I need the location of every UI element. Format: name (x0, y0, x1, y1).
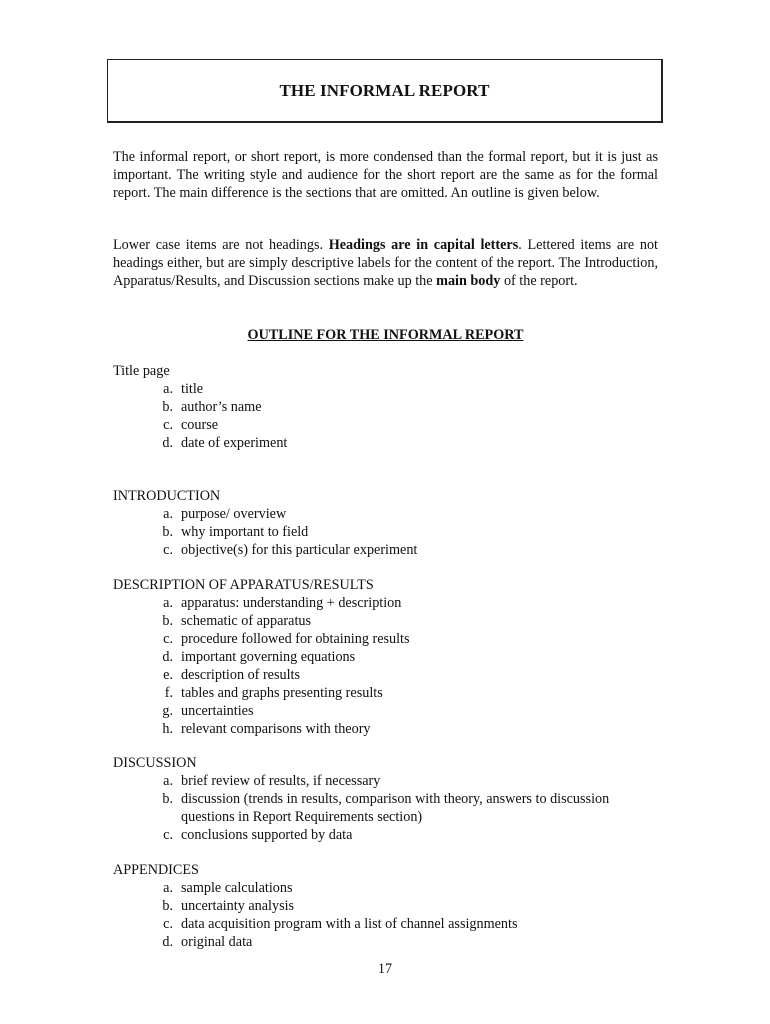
list-item (113, 594, 673, 612)
item-letter: c. (163, 631, 173, 647)
list-item (113, 505, 673, 523)
list-item (113, 915, 673, 933)
item-letter: a. (163, 773, 173, 789)
item-letter: g. (162, 703, 173, 719)
item-letter: b. (162, 399, 173, 415)
note-bold-main-body: main body (436, 273, 501, 289)
item-letter: a. (163, 506, 173, 522)
section-items (113, 594, 673, 738)
item-letter: b. (162, 898, 173, 914)
outline-title: OUTLINE FOR THE INFORMAL REPORT (247, 327, 524, 343)
item-text: course (181, 417, 219, 433)
note-text-1: Lower case items are not headings. (113, 237, 329, 253)
list-item (113, 897, 673, 915)
item-text: date of experiment (181, 435, 288, 451)
item-letter: b. (162, 613, 173, 629)
item-letter: h. (162, 721, 173, 737)
page-number: 17 (377, 961, 393, 977)
item-text: uncertainties (181, 703, 254, 719)
item-text: apparatus: understanding + description (181, 595, 402, 611)
item-text: author’s name (181, 399, 262, 415)
item-letter: a. (163, 595, 173, 611)
list-item (113, 523, 673, 541)
list-item (113, 648, 673, 666)
list-item (113, 398, 673, 416)
item-letter: e. (163, 667, 173, 683)
item-text: tables and graphs presenting results (181, 685, 383, 701)
item-text: why important to field (181, 524, 309, 540)
item-text: original data (181, 934, 253, 950)
section-heading: DESCRIPTION OF APPARATUS/RESULTS (113, 577, 374, 593)
section-heading: APPENDICES (113, 862, 199, 878)
item-text: purpose/ overview (181, 506, 287, 522)
headings-note-paragraph (113, 236, 658, 290)
section-heading: INTRODUCTION (113, 488, 221, 504)
section-items (113, 772, 673, 844)
list-item (113, 434, 673, 452)
item-text: relevant comparisons with theory (181, 721, 371, 737)
list-item (113, 879, 673, 897)
item-letter: a. (163, 880, 173, 896)
item-letter: d. (162, 649, 173, 665)
list-item (113, 772, 673, 790)
note-text-3: of the report. (500, 273, 578, 289)
list-item (113, 790, 673, 826)
list-item (113, 684, 673, 702)
item-letter: b. (162, 524, 173, 540)
section-items (113, 380, 673, 452)
outline-section-apparatus-results (113, 576, 673, 738)
title-box (107, 59, 663, 123)
list-item (113, 666, 673, 684)
list-item (113, 720, 673, 738)
outline-section-discussion (113, 754, 673, 844)
section-heading: Title page (113, 363, 170, 379)
item-letter: d. (162, 435, 173, 451)
item-text: title (181, 381, 204, 397)
item-letter: b. (162, 791, 173, 807)
item-text: procedure followed for obtaining results (181, 631, 410, 647)
list-item (113, 380, 673, 398)
document-title: THE INFORMAL REPORT (279, 80, 490, 100)
outline-section-appendices (113, 861, 673, 951)
note-bold-headings: Headings are in capital letters (328, 237, 519, 253)
list-item (113, 416, 673, 434)
list-item (113, 702, 673, 720)
list-item (113, 826, 673, 844)
item-text: brief review of results, if necessary (181, 773, 381, 789)
item-letter: c. (163, 916, 173, 932)
outline-section-title-page (113, 362, 673, 452)
item-text: data acquisition program with a list of channel assignments (181, 916, 518, 932)
item-letter: d. (162, 934, 173, 950)
item-text: objective(s) for this particular experiment (181, 542, 418, 558)
item-text: discussion (trends in results, comparison with theory, answers to discussion questions in Report Requirements section) (181, 791, 610, 825)
item-text: important governing equations (181, 649, 356, 665)
section-items (113, 505, 673, 559)
item-text: description of results (181, 667, 300, 683)
item-text: conclusions supported by data (181, 827, 353, 843)
section-heading: DISCUSSION (113, 755, 197, 771)
intro-paragraph: The informal report, or short report, is more condensed than the formal report, but it is just as important. The writing style and audience for the short report are the same as for the formal report. The main difference is the sections that are omitted. An outline is given below. (113, 149, 658, 201)
item-letter: a. (163, 381, 173, 397)
outline-section-introduction (113, 487, 673, 559)
item-text: sample calculations (181, 880, 293, 896)
list-item (113, 541, 673, 559)
item-letter: c. (163, 827, 173, 843)
list-item (113, 933, 673, 951)
item-text: uncertainty analysis (181, 898, 295, 914)
list-item (113, 612, 673, 630)
item-letter: f. (164, 685, 173, 701)
list-item (113, 630, 673, 648)
item-letter: c. (163, 417, 173, 433)
item-text: schematic of apparatus (181, 613, 311, 629)
item-letter: c. (163, 542, 173, 558)
note-text-2: . Lettered items are not headings either, but are simply descriptive labels for the content of the report. The Introduction, Apparatus/Results, and Discussion sections make up the (113, 237, 658, 289)
section-items (113, 879, 673, 951)
